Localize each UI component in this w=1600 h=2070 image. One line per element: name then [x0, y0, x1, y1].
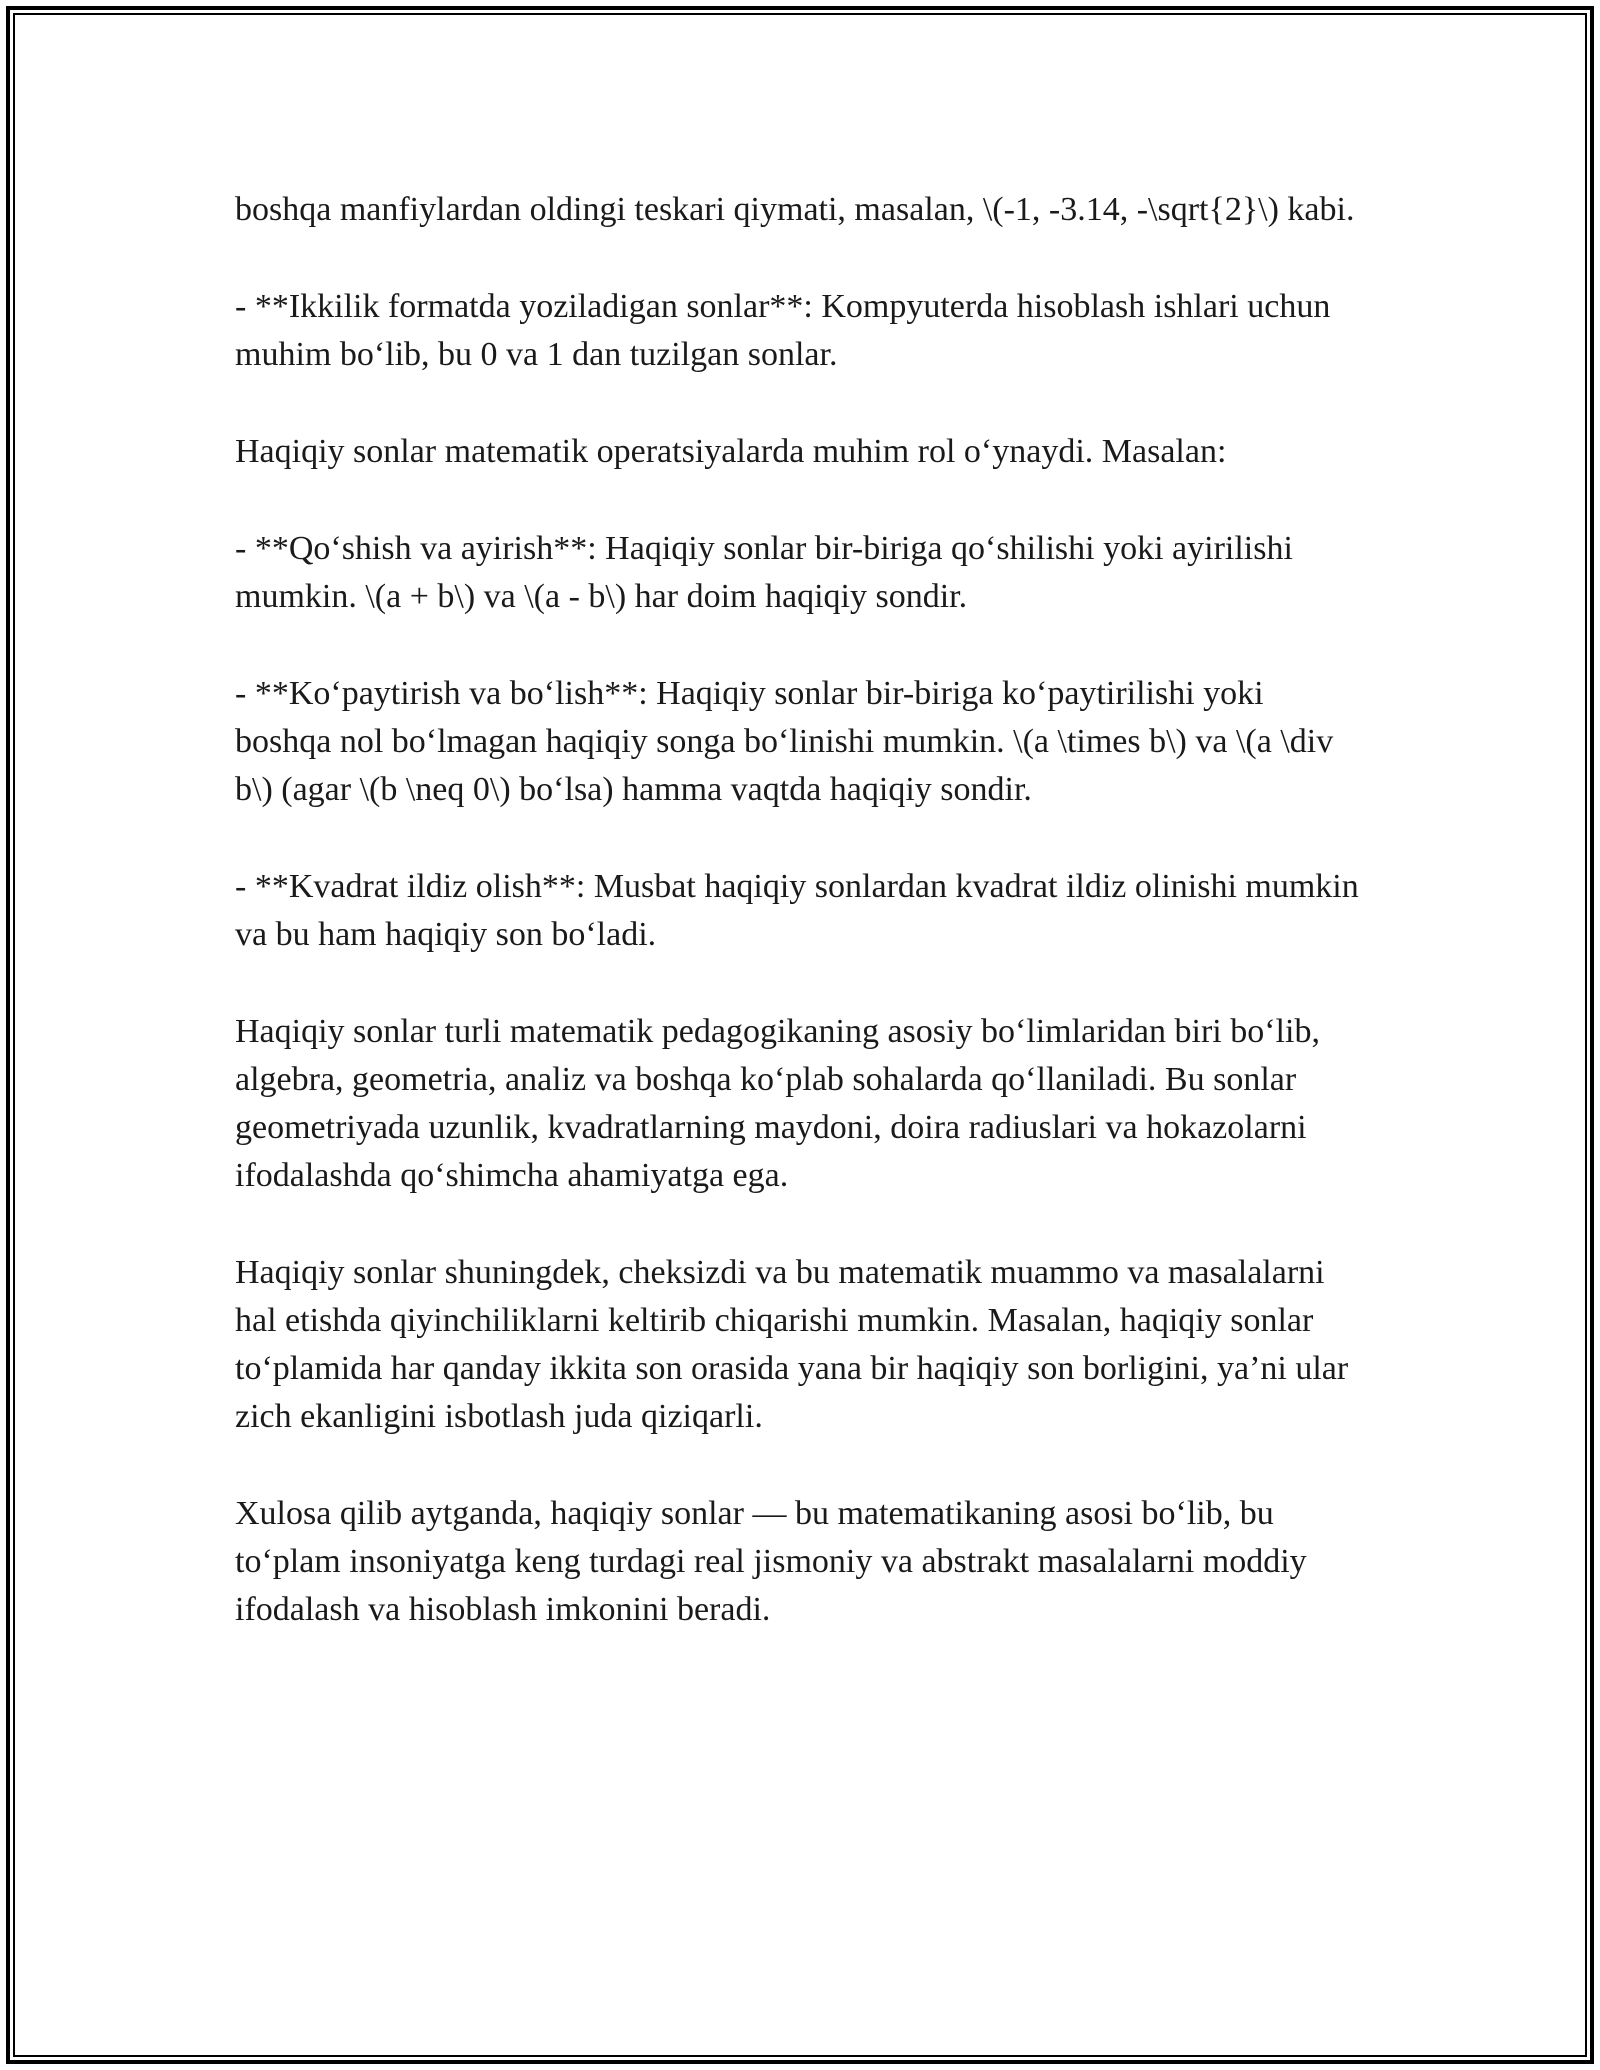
- list-item-binary-numbers: - **Ikkilik formatda yoziladigan sonlar**: Kompyuterda hisoblash ishlari uchun muhim bo‘lib, bu 0 va 1 dan tuzilgan sonlar.: [235, 288, 1331, 373]
- list-item-multiplication-division: - **Ko‘paytirish va bo‘lish**: Haqiqiy sonlar bir-biriga ko‘paytirilishi yoki boshqa nol bo‘lmagan haqiqiy songa bo‘linishi mumkin. \(a \times b\) va \(a \div b\) (agar \(b \neq 0\) bo‘lsa) hamma vaqtda haqiqiy sondir.: [235, 675, 1334, 808]
- list-item-square-root: - **Kvadrat ildiz olish**: Musbat haqiqiy sonlardan kvadrat ildiz olinishi mumkin va bu ham haqiqiy son bo‘ladi.: [235, 868, 1359, 953]
- document-body: [235, 186, 1365, 1683]
- list-item-addition-subtraction: - **Qo‘shish va ayirish**: Haqiqiy sonlar bir-biriga qo‘shilishi yoki ayirilishi mumkin. \(a + b\) va \(a - b\) har doim haqiqiy sondir.: [235, 530, 1293, 615]
- paragraph-conclusion: Xulosa qilib aytganda, haqiqiy sonlar — bu matematikaning asosi bo‘lib, bu to‘plam insoniyatga keng turdagi real jismoniy va abstrakt masalalarni moddiy ifodalash va hisoblash imkonini beradi.: [235, 1495, 1307, 1628]
- paragraph-density: Haqiqiy sonlar shuningdek, cheksizdi va bu matematik muammo va masalalarni hal etishda qiyinchiliklarni keltirib chiqarishi mumkin. Masalan, haqiqiy sonlar to‘plamida har qanday ikkita son orasida yana bir haqiqiy son borligini, ya’ni ular zich ekanligini isbotlash juda qiziqarli.: [235, 1254, 1349, 1435]
- paragraph-negative-numbers: boshqa manfiylardan oldingi teskari qiymati, masalan, \(-1, -3.14, -\sqrt{2}\) kabi.: [235, 191, 1355, 228]
- paragraph-operations-intro: Haqiqiy sonlar matematik operatsiyalarda muhim rol o‘ynaydi. Masalan:: [235, 433, 1227, 470]
- paragraph-applications: Haqiqiy sonlar turli matematik pedagogikaning asosiy bo‘limlaridan biri bo‘lib, algebra, geometria, analiz va boshqa ko‘plab sohalarda qo‘llaniladi. Bu sonlar geometriyada uzunlik, kvadratlarning maydoni, doira radiuslari va hokazolarni ifodalashda qo‘shimcha ahamiyatga ega.: [235, 1013, 1320, 1194]
